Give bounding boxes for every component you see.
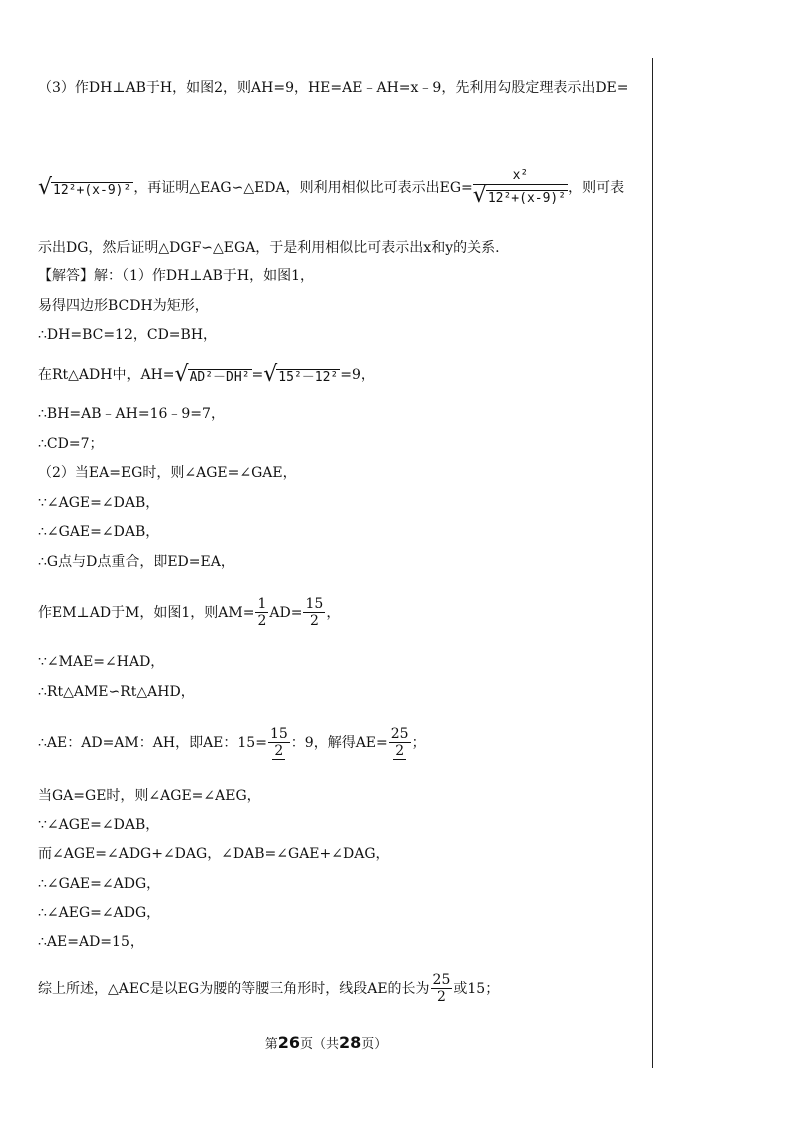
- text-line: ∴∠AEG=∠ADG，: [38, 905, 161, 921]
- fraction: $\frac{15}{2}$: [269, 726, 288, 759]
- text-line: 综上所述，△AEC是以EG为腰的等腰三角形时，线段AE的长为 $\frac{25}{2}$ 或15；: [38, 972, 500, 1005]
- fraction: $\frac{1}{2}$: [257, 596, 267, 629]
- text-line: ∴∠GAE=∠DAB，: [38, 524, 160, 540]
- text-line: ∴Rt△AME∽Rt△AHD，: [38, 684, 195, 700]
- fraction: $\frac{15}{2}$: [305, 596, 324, 629]
- text-line: （3）作DH⊥AB于H，如图2，则AH=9，HE=AE﹣AH=x﹣9，先利用勾股定理表示出DE=: [38, 80, 629, 96]
- text-line: ∴∠GAE=∠ADG，: [38, 876, 161, 892]
- text-span: ，则可表: [568, 179, 625, 196]
- margin-rule: [652, 58, 653, 1068]
- page-footer: 第26页（共28页）: [264, 1033, 388, 1052]
- text-line: [38, 168, 624, 207]
- text-line: 【解答】解：（1）作DH⊥AB于H，如图1，: [38, 268, 315, 284]
- text-line: 当GA=GE时，则∠AGE=∠AEG，: [38, 788, 261, 804]
- text-line: ∴CD=7；: [38, 436, 104, 452]
- text-line: ∴BH=AB﹣AH=16﹣9=7，: [38, 406, 225, 422]
- text-line: ∵∠MAE=∠HAD，: [38, 654, 165, 670]
- text-line: ∵∠AGE=∠DAB，: [38, 817, 160, 833]
- text-line: 示出DG，然后证明△DGF∽△EGA，于是利用相似比可表示出x和y的关系.: [38, 240, 500, 256]
- radical-expression: √ 15²－12²: [263, 362, 339, 387]
- fraction: $\frac{25}{2}$: [390, 726, 409, 759]
- text-line: ∴AE=AD=15，: [38, 934, 144, 950]
- page-number: 26: [277, 1033, 300, 1052]
- text-line: 易得四边形BCDH为矩形，: [38, 298, 209, 314]
- text-line: ∴G点与D点重合，即ED=EA，: [38, 554, 235, 570]
- page-total: 28: [339, 1033, 362, 1052]
- text-line: （2）当EA=EG时，则∠AGE=∠GAE，: [38, 465, 297, 481]
- radical-expression: √ 12²+(x-9)²: [38, 174, 132, 200]
- fraction: $\frac{25}{2}$: [432, 972, 451, 1005]
- text-line: ∵∠AGE=∠DAB，: [38, 495, 160, 511]
- text-span: ，再证明△EAG∽△EDA，则利用相似比可表示出EG=: [133, 179, 473, 196]
- text-line: ∴AE：AD=AM：AH，即AE：15= $\frac{15}{2}$ ：9，解得AE= $\frac{25}{2}$ ；: [38, 726, 426, 759]
- text-line: 作EM⊥AD于M，如图1，则AM= $\frac{1}{2}$ AD= $\frac{15}{2}$ ，: [38, 596, 341, 629]
- text-line: 在Rt△ADH中，AH= √ AD²－DH² = √ 15²－12² =9，: [38, 362, 375, 387]
- radical-expression: √ AD²－DH²: [174, 362, 250, 387]
- text-line: 而∠AGE=∠ADG+∠DAG，∠DAB=∠GAE+∠DAG，: [38, 846, 390, 862]
- fraction: x² √ 12²+(x-9)²: [472, 168, 567, 208]
- text-line: ∴DH=BC=12，CD=BH，: [38, 327, 218, 343]
